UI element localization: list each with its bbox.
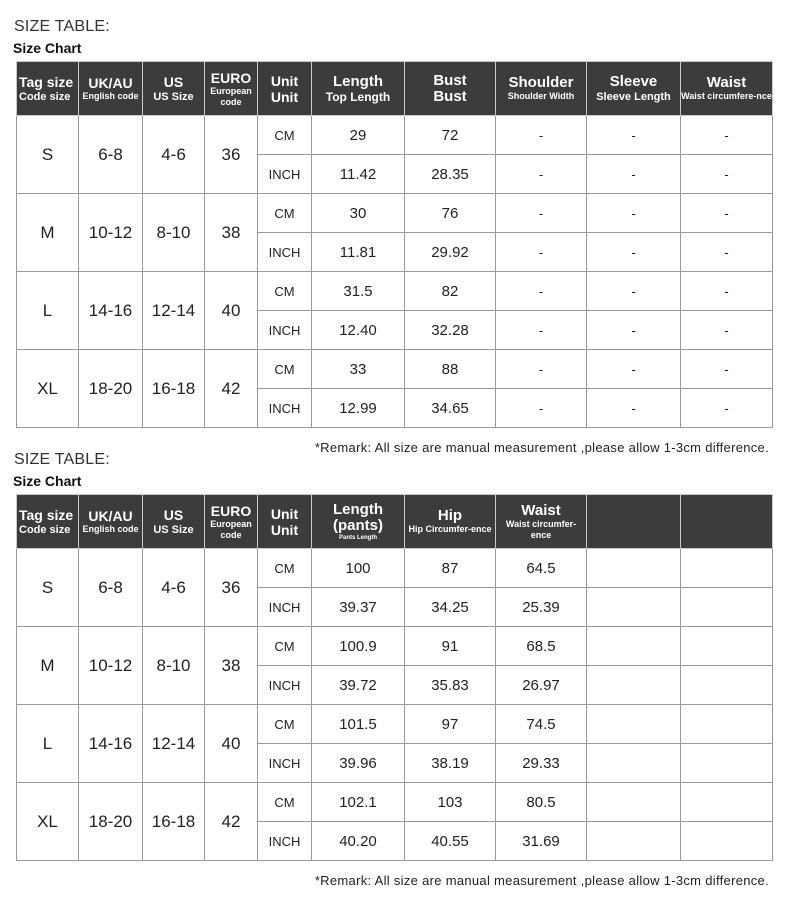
table-row — [17, 549, 773, 588]
measurement-cell: 80.5 — [496, 783, 587, 822]
measurement-cell: - — [681, 194, 773, 233]
measurement-cell: - — [681, 272, 773, 311]
euro-size-cell: 42 — [205, 350, 258, 428]
measurement-cell: - — [681, 116, 773, 155]
measurement-cell: 40.20 — [312, 822, 405, 861]
measurement-cell: 33 — [312, 350, 405, 389]
measurement-cell: 28.35 — [405, 155, 496, 194]
measurement-cell — [587, 744, 681, 783]
header-uk-au: UK/AU English code — [79, 495, 143, 549]
measurement-cell: 91 — [405, 627, 496, 666]
tag-size-cell: M — [17, 627, 79, 705]
measurement-cell: 100.9 — [312, 627, 405, 666]
us-size-cell: 16-18 — [143, 350, 205, 428]
uk-au-cell: 10-12 — [79, 194, 143, 272]
us-size-cell: 4-6 — [143, 116, 205, 194]
tag-size-cell: L — [17, 705, 79, 783]
measurement-cell: - — [587, 194, 681, 233]
measurement-cell: 82 — [405, 272, 496, 311]
header-hip: Hip Hip Circumfer-ence — [405, 495, 496, 549]
header-empty-1 — [587, 495, 681, 549]
tag-size-cell: XL — [17, 350, 79, 428]
measurement-cell: 88 — [405, 350, 496, 389]
measurement-cell: - — [587, 155, 681, 194]
unit-cell: INCH — [258, 311, 312, 350]
measurement-cell: - — [587, 350, 681, 389]
table-row — [17, 627, 773, 666]
uk-au-cell: 14-16 — [79, 272, 143, 350]
measurement-cell: - — [681, 155, 773, 194]
measurement-cell: 31.5 — [312, 272, 405, 311]
header-us: US US Size — [143, 62, 205, 116]
measurement-cell: 100 — [312, 549, 405, 588]
header-waist: Waist Waist circumfer-ence — [496, 495, 587, 549]
euro-size-cell: 36 — [205, 549, 258, 627]
header-unit: Unit Unit — [258, 495, 312, 549]
unit-cell: INCH — [258, 233, 312, 272]
measurement-cell: 11.81 — [312, 233, 405, 272]
measurement-cell: - — [496, 311, 587, 350]
header-bust: Bust Bust — [405, 62, 496, 116]
header-sleeve: Sleeve Sleeve Length — [587, 62, 681, 116]
header-euro: EURO European code — [205, 62, 258, 116]
table-row — [17, 783, 773, 822]
unit-cell: CM — [258, 350, 312, 389]
unit-cell: INCH — [258, 588, 312, 627]
measurement-cell: - — [681, 389, 773, 428]
chart-title: Size Chart — [13, 473, 82, 489]
size-table-top — [16, 61, 773, 428]
us-size-cell: 4-6 — [143, 549, 205, 627]
us-size-cell: 8-10 — [143, 627, 205, 705]
uk-au-cell: 18-20 — [79, 350, 143, 428]
unit-cell: CM — [258, 783, 312, 822]
measurement-cell — [681, 549, 773, 588]
unit-cell: INCH — [258, 389, 312, 428]
measurement-cell: 101.5 — [312, 705, 405, 744]
measurement-cell: - — [681, 233, 773, 272]
measurement-cell: 35.83 — [405, 666, 496, 705]
measurement-cell — [681, 744, 773, 783]
measurement-cell: 29.92 — [405, 233, 496, 272]
measurement-cell: - — [587, 389, 681, 428]
header-tag-size: Tag size Code size — [17, 62, 79, 116]
measurement-cell — [587, 666, 681, 705]
measurement-cell — [587, 588, 681, 627]
uk-au-cell: 6-8 — [79, 116, 143, 194]
table-row — [17, 116, 773, 155]
tag-size-cell: XL — [17, 783, 79, 861]
measurement-cell: - — [587, 311, 681, 350]
measurement-cell — [681, 783, 773, 822]
tag-size-cell: S — [17, 116, 79, 194]
measurement-cell: 40.55 — [405, 822, 496, 861]
euro-size-cell: 38 — [205, 194, 258, 272]
measurement-cell: - — [496, 389, 587, 428]
tag-size-cell: L — [17, 272, 79, 350]
measurement-cell: 102.1 — [312, 783, 405, 822]
table-row — [17, 705, 773, 744]
remark-note: *Remark: All size are manual measurement ,please allow 1-3cm difference. — [314, 440, 769, 455]
section-title: SIZE TABLE: — [14, 18, 110, 35]
measurement-cell: 29.33 — [496, 744, 587, 783]
measurement-cell: - — [587, 116, 681, 155]
header-waist: Waist Waist circumfere-nce — [681, 62, 773, 116]
measurement-cell — [681, 627, 773, 666]
header-empty-2 — [681, 495, 773, 549]
header-euro: EURO European code — [205, 495, 258, 549]
section-title: SIZE TABLE: — [14, 451, 110, 468]
measurement-cell — [681, 822, 773, 861]
measurement-cell — [587, 822, 681, 861]
unit-cell: CM — [258, 549, 312, 588]
size-table-bottom — [16, 494, 773, 861]
measurement-cell: 31.69 — [496, 822, 587, 861]
measurement-cell: 87 — [405, 549, 496, 588]
euro-size-cell: 42 — [205, 783, 258, 861]
measurement-cell: 32.28 — [405, 311, 496, 350]
measurement-cell: 39.96 — [312, 744, 405, 783]
euro-size-cell: 38 — [205, 627, 258, 705]
header-uk-au: UK/AU English code — [79, 62, 143, 116]
uk-au-cell: 6-8 — [79, 549, 143, 627]
measurement-cell: 64.5 — [496, 549, 587, 588]
measurement-cell: - — [496, 233, 587, 272]
measurement-cell: 39.72 — [312, 666, 405, 705]
measurement-cell: 97 — [405, 705, 496, 744]
measurement-cell: 11.42 — [312, 155, 405, 194]
measurement-cell — [587, 783, 681, 822]
measurement-cell: - — [496, 116, 587, 155]
measurement-cell: 38.19 — [405, 744, 496, 783]
measurement-cell: - — [496, 194, 587, 233]
measurement-cell: 103 — [405, 783, 496, 822]
measurement-cell: - — [587, 233, 681, 272]
us-size-cell: 8-10 — [143, 194, 205, 272]
unit-cell: CM — [258, 194, 312, 233]
tag-size-cell: M — [17, 194, 79, 272]
measurement-cell: 34.25 — [405, 588, 496, 627]
euro-size-cell: 36 — [205, 116, 258, 194]
measurement-cell: 26.97 — [496, 666, 587, 705]
remark-note: *Remark: All size are manual measurement ,please allow 1-3cm difference. — [314, 873, 769, 888]
header-shoulder: Shoulder Shoulder Width — [496, 62, 587, 116]
measurement-cell: 68.5 — [496, 627, 587, 666]
uk-au-cell: 18-20 — [79, 783, 143, 861]
measurement-cell: - — [681, 311, 773, 350]
header-length: Length Top Length — [312, 62, 405, 116]
measurement-cell: - — [496, 155, 587, 194]
measurement-cell: 25.39 — [496, 588, 587, 627]
measurement-cell — [587, 705, 681, 744]
uk-au-cell: 10-12 — [79, 627, 143, 705]
euro-size-cell: 40 — [205, 705, 258, 783]
unit-cell: INCH — [258, 666, 312, 705]
measurement-cell: 12.40 — [312, 311, 405, 350]
chart-title: Size Chart — [13, 40, 82, 56]
table-row — [17, 272, 773, 311]
tag-size-cell: S — [17, 549, 79, 627]
measurement-cell — [681, 588, 773, 627]
measurement-cell: - — [496, 350, 587, 389]
unit-cell: CM — [258, 272, 312, 311]
header-row — [17, 62, 773, 116]
measurement-cell: 74.5 — [496, 705, 587, 744]
measurement-cell: - — [587, 272, 681, 311]
measurement-cell: 34.65 — [405, 389, 496, 428]
header-unit: Unit Unit — [258, 62, 312, 116]
table-row — [17, 350, 773, 389]
unit-cell: INCH — [258, 822, 312, 861]
unit-cell: INCH — [258, 155, 312, 194]
measurement-cell: - — [681, 350, 773, 389]
header-length-pants: Length (pants) Pants Length — [312, 495, 405, 549]
header-row — [17, 495, 773, 549]
measurement-cell: 72 — [405, 116, 496, 155]
us-size-cell: 12-14 — [143, 705, 205, 783]
measurement-cell — [681, 705, 773, 744]
unit-cell: CM — [258, 627, 312, 666]
euro-size-cell: 40 — [205, 272, 258, 350]
unit-cell: CM — [258, 705, 312, 744]
measurement-cell — [681, 666, 773, 705]
measurement-cell: 30 — [312, 194, 405, 233]
header-us: US US Size — [143, 495, 205, 549]
us-size-cell: 16-18 — [143, 783, 205, 861]
measurement-cell: 29 — [312, 116, 405, 155]
measurement-cell: 12.99 — [312, 389, 405, 428]
uk-au-cell: 14-16 — [79, 705, 143, 783]
table-row — [17, 194, 773, 233]
header-tag-size: Tag size Code size — [17, 495, 79, 549]
measurement-cell — [587, 549, 681, 588]
unit-cell: CM — [258, 116, 312, 155]
measurement-cell: - — [496, 272, 587, 311]
us-size-cell: 12-14 — [143, 272, 205, 350]
unit-cell: INCH — [258, 744, 312, 783]
measurement-cell: 39.37 — [312, 588, 405, 627]
measurement-cell: 76 — [405, 194, 496, 233]
measurement-cell — [587, 627, 681, 666]
